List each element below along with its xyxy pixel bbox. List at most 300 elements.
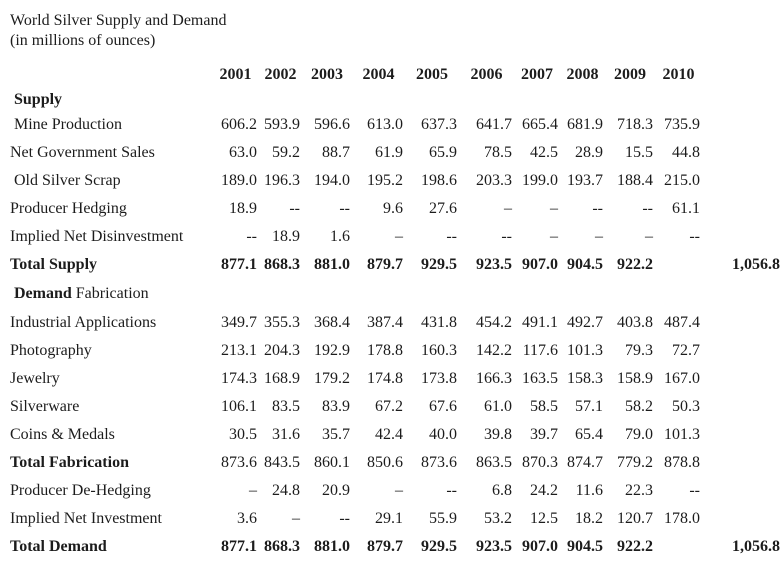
table-row: [10, 195, 702, 223]
cell-value: [212, 309, 259, 337]
table-row: [10, 449, 702, 477]
cell-value: [560, 309, 605, 337]
cell-value-text: –: [249, 482, 257, 499]
cell-value: [459, 365, 514, 393]
cell-value-text: –: [292, 510, 300, 527]
cell-value-text: 178.0: [664, 510, 700, 527]
cell-value-text: --: [501, 228, 512, 245]
cell-value-text: 101.3: [664, 426, 700, 443]
cell-value: [302, 449, 352, 477]
cell-value: [605, 139, 655, 167]
cell-value-text: 55.9: [429, 510, 457, 527]
cell-value: [605, 111, 655, 139]
cell-value: [459, 139, 514, 167]
cell-value: [560, 505, 605, 533]
cell-value: [302, 251, 352, 279]
row-label: [10, 139, 212, 167]
empty-cells: [212, 89, 702, 111]
cell-value-text: 735.9: [664, 116, 700, 133]
cell-value-text: 874.7: [567, 454, 603, 471]
cell-value-text: 40.0: [429, 426, 457, 443]
cell-value: [605, 195, 655, 223]
cell-value-text: –: [395, 482, 403, 499]
cell-value-text: 196.3: [264, 172, 300, 189]
row-label-text: Demand: [10, 285, 72, 302]
cell-value-text: 78.5: [484, 144, 512, 161]
row-label: [10, 477, 212, 505]
cell-value-text: 189.0: [221, 172, 257, 189]
cell-value-text: 606.2: [221, 116, 257, 133]
row-label: [10, 223, 212, 251]
year-header-row: [10, 61, 702, 89]
row-label: [10, 421, 212, 449]
cell-value-text: 142.2: [476, 342, 512, 359]
cell-value-text: 368.4: [314, 314, 350, 331]
cell-value-text: 718.3: [617, 116, 653, 133]
cell-value-text: –: [645, 228, 653, 245]
cell-value-text: --: [339, 510, 350, 527]
cell-value-text: 120.7: [617, 510, 653, 527]
cell-value-text: --: [689, 228, 700, 245]
cell-value: [605, 449, 655, 477]
cell-value-text: 779.2: [617, 454, 653, 471]
row-label: [10, 309, 212, 337]
cell-value: [514, 195, 560, 223]
cell-value: [212, 477, 259, 505]
cell-value: [605, 421, 655, 449]
cell-value-text: 593.9: [264, 116, 300, 133]
cell-value-text: 174.8: [367, 370, 403, 387]
cell-value: [514, 223, 560, 251]
cell-value-text: 158.3: [567, 370, 603, 387]
cell-value-text: 42.5: [530, 144, 558, 161]
cell-value-text: 403.8: [617, 314, 653, 331]
cell-value: [352, 251, 405, 279]
cell-value: [560, 139, 605, 167]
row-label: [10, 533, 212, 561]
cell-value: [212, 533, 259, 561]
cell-value-text: 28.9: [575, 144, 603, 161]
cell-value: [212, 139, 259, 167]
cell-value-text: 491.1: [522, 314, 558, 331]
cell-value-text: 868.3: [264, 538, 300, 555]
cell-value-text: 9.6: [383, 200, 403, 217]
cell-value-text: 42.4: [375, 426, 403, 443]
cell-value-text: --: [642, 200, 653, 217]
cell-value-text: 11.6: [575, 482, 603, 499]
row-label-text: Implied Net Investment: [10, 510, 162, 527]
cell-value: [352, 365, 405, 393]
year-header: 2001: [219, 66, 252, 83]
year-header: 2002: [264, 66, 297, 83]
cell-value-text: 22.3: [625, 482, 653, 499]
cell-value: [560, 477, 605, 505]
cell-value: [259, 449, 302, 477]
cell-value-text: 199.0: [522, 172, 558, 189]
cell-value: [655, 195, 702, 223]
cell-value: [655, 393, 702, 421]
cell-value-text: –: [550, 200, 558, 217]
cell-value: [352, 309, 405, 337]
cell-value: [459, 309, 514, 337]
cell-value-text: 387.4: [367, 314, 403, 331]
cell-value: [514, 421, 560, 449]
row-label-text: Coins & Medals: [10, 426, 115, 443]
cell-value: [655, 167, 702, 195]
cell-value: [459, 167, 514, 195]
cell-value-text: 492.7: [567, 314, 603, 331]
cell-value-text: 613.0: [367, 116, 403, 133]
cell-value: [605, 533, 655, 561]
cell-value: [259, 393, 302, 421]
cell-value-text: 59.2: [272, 144, 300, 161]
cell-value: [605, 393, 655, 421]
silver-supply-demand-table: [10, 61, 780, 561]
cell-value-text: 850.6: [367, 454, 403, 471]
cell-value-text: --: [592, 200, 603, 217]
cell-value-text: 83.9: [322, 398, 350, 415]
cell-value-text: 870.3: [522, 454, 558, 471]
year-header: 2006: [470, 66, 503, 83]
cell-value-text: 881.0: [314, 538, 350, 555]
cell-value-text: 106.1: [221, 398, 257, 415]
cell-value-text: 174.3: [221, 370, 257, 387]
cell-value: [259, 365, 302, 393]
cell-value: [655, 251, 780, 279]
cell-value: [259, 195, 302, 223]
cell-value: [405, 449, 459, 477]
cell-value-text: --: [246, 228, 257, 245]
cell-value: [302, 337, 352, 365]
table-row: [10, 279, 702, 309]
cell-value: [212, 337, 259, 365]
cell-value-text: 83.5: [272, 398, 300, 415]
cell-value: [405, 309, 459, 337]
cell-value: [259, 533, 302, 561]
row-label: [10, 167, 212, 195]
cell-value: [405, 195, 459, 223]
cell-value: [514, 251, 560, 279]
cell-value-text: --: [689, 482, 700, 499]
cell-value: [655, 421, 702, 449]
cell-value: [459, 337, 514, 365]
cell-value-text: –: [395, 228, 403, 245]
cell-value: [459, 251, 514, 279]
cell-value: [259, 167, 302, 195]
cell-value: [212, 111, 259, 139]
table-row: [10, 111, 702, 139]
cell-value: [655, 111, 702, 139]
cell-value-text: 1,056.8: [732, 538, 780, 555]
cell-value: [560, 393, 605, 421]
cell-value: [352, 449, 405, 477]
cell-value: [212, 449, 259, 477]
cell-value: [605, 251, 655, 279]
cell-value: [405, 505, 459, 533]
cell-value: [212, 421, 259, 449]
cell-value: [212, 393, 259, 421]
table-row: [10, 223, 702, 251]
cell-value-text: 922.2: [617, 256, 653, 273]
row-label: [10, 365, 212, 393]
cell-value: [405, 111, 459, 139]
cell-value: [655, 477, 702, 505]
cell-value-text: 843.5: [264, 454, 300, 471]
cell-value: [259, 309, 302, 337]
cell-value-text: 431.8: [421, 314, 457, 331]
row-label-text: Photography: [10, 342, 92, 359]
year-header: 2009: [614, 66, 646, 83]
cell-value: [514, 139, 560, 167]
cell-value: [459, 393, 514, 421]
cell-value-text: 65.4: [575, 426, 603, 443]
cell-value-text: 6.8: [492, 482, 512, 499]
cell-value: [560, 365, 605, 393]
cell-value-text: 863.5: [476, 454, 512, 471]
cell-value: [605, 505, 655, 533]
cell-value: [302, 195, 352, 223]
cell-value: [655, 449, 702, 477]
cell-value: [560, 533, 605, 561]
cell-value-text: 35.7: [322, 426, 350, 443]
cell-value-text: 215.0: [664, 172, 700, 189]
cell-value-text: 665.4: [522, 116, 558, 133]
cell-value: [212, 167, 259, 195]
cell-value: [405, 139, 459, 167]
cell-value-text: 58.5: [530, 398, 558, 415]
cell-value-text: 929.5: [421, 538, 457, 555]
cell-value-text: 487.4: [664, 314, 700, 331]
cell-value: [560, 337, 605, 365]
cell-value: [560, 223, 605, 251]
cell-value: [655, 365, 702, 393]
cell-value: [405, 223, 459, 251]
row-label-text: Implied Net Disinvestment: [10, 228, 184, 245]
cell-value: [302, 421, 352, 449]
year-header: 2003: [311, 66, 343, 83]
cell-value: [459, 449, 514, 477]
cell-value: [302, 167, 352, 195]
year-header: 2008: [566, 66, 599, 83]
cell-value-text: 29.1: [375, 510, 403, 527]
cell-value-text: 101.3: [567, 342, 603, 359]
cell-value: [514, 505, 560, 533]
cell-value: [352, 421, 405, 449]
cell-value-text: 877.1: [221, 538, 257, 555]
cell-value: [655, 309, 702, 337]
cell-value: [459, 533, 514, 561]
cell-value-text: 188.4: [617, 172, 653, 189]
cell-value-text: 879.7: [367, 256, 403, 273]
row-label-text: Total Fabrication: [10, 454, 129, 471]
cell-value: [560, 195, 605, 223]
cell-value-text: –: [550, 228, 558, 245]
cell-value-text: 24.2: [530, 482, 558, 499]
cell-value: [405, 477, 459, 505]
cell-value: [459, 195, 514, 223]
cell-value-text: 637.3: [421, 116, 457, 133]
cell-value-text: 79.0: [625, 426, 653, 443]
cell-value-text: 213.1: [221, 342, 257, 359]
cell-value: [259, 477, 302, 505]
cell-value: [352, 337, 405, 365]
cell-value: [259, 337, 302, 365]
year-header: 2004: [362, 66, 395, 83]
cell-value-text: 20.9: [322, 482, 350, 499]
cell-value-text: 117.6: [522, 342, 558, 359]
cell-value: [302, 309, 352, 337]
cell-value: [459, 223, 514, 251]
table-row: [10, 477, 702, 505]
row-label: [10, 393, 212, 421]
cell-value: [514, 337, 560, 365]
cell-value-text: 39.8: [484, 426, 512, 443]
cell-value-text: 50.3: [672, 398, 700, 415]
cell-value-text: 929.5: [421, 256, 457, 273]
row-label: [10, 111, 212, 139]
cell-value-text: 18.2: [575, 510, 603, 527]
row-label-text: Total Supply: [10, 256, 98, 273]
cell-value: [459, 477, 514, 505]
cell-value-text: 178.8: [367, 342, 403, 359]
year-header: 2005: [416, 66, 448, 83]
row-label-text: Producer Hedging: [10, 200, 127, 217]
cell-value-text: 61.0: [484, 398, 512, 415]
row-label-text: Total Demand: [10, 538, 107, 555]
cell-value-text: 349.7: [221, 314, 257, 331]
row-label: [10, 505, 212, 533]
row-label: [10, 89, 212, 111]
cell-value-text: 179.2: [314, 370, 350, 387]
cell-value-text: 79.3: [625, 342, 653, 359]
cell-value-text: 879.7: [367, 538, 403, 555]
cell-value-text: 67.2: [375, 398, 403, 415]
cell-value: [405, 365, 459, 393]
empty-cells: [212, 279, 702, 309]
cell-value-text: 166.3: [476, 370, 512, 387]
cell-value: [302, 139, 352, 167]
cell-value-text: 881.0: [314, 256, 350, 273]
cell-value: [655, 533, 780, 561]
row-label: [10, 337, 212, 365]
cell-value: [302, 505, 352, 533]
cell-value: [212, 223, 259, 251]
cell-value-text: 195.2: [367, 172, 403, 189]
cell-value: [514, 533, 560, 561]
cell-value: [459, 421, 514, 449]
cell-value: [259, 505, 302, 533]
cell-value-text: 24.8: [272, 482, 300, 499]
row-label-text: Industrial Applications: [10, 314, 157, 331]
cell-value: [302, 365, 352, 393]
cell-value-text: 923.5: [476, 538, 512, 555]
cell-value: [514, 365, 560, 393]
cell-value: [405, 251, 459, 279]
cell-value-text: 27.6: [429, 200, 457, 217]
cell-value-text: 63.0: [229, 144, 257, 161]
cell-value: [560, 449, 605, 477]
cell-value: [302, 477, 352, 505]
cell-value: [352, 505, 405, 533]
cell-value-text: 878.8: [664, 454, 700, 471]
cell-value: [560, 167, 605, 195]
cell-value-text: 12.5: [530, 510, 558, 527]
cell-value-text: 868.3: [264, 256, 300, 273]
cell-value: [514, 393, 560, 421]
cell-value: [655, 505, 702, 533]
cell-value: [405, 533, 459, 561]
cell-value-text: --: [289, 200, 300, 217]
document-subtitle: (in millions of ounces): [10, 32, 156, 49]
cell-value-text: 922.2: [617, 538, 653, 555]
cell-value-text: 158.9: [617, 370, 653, 387]
cell-value: [212, 505, 259, 533]
cell-value-text: 61.9: [375, 144, 403, 161]
cell-value-text: 168.9: [264, 370, 300, 387]
cell-value-text: 88.7: [322, 144, 350, 161]
cell-value: [459, 111, 514, 139]
row-label-text: Old Silver Scrap: [10, 172, 121, 189]
cell-value: [405, 337, 459, 365]
cell-value: [655, 223, 702, 251]
cell-value: [352, 223, 405, 251]
cell-value-text: 30.5: [229, 426, 257, 443]
cell-value-text: 15.5: [625, 144, 653, 161]
cell-value: [302, 533, 352, 561]
table-row: [10, 365, 702, 393]
cell-value-text: 57.1: [575, 398, 603, 415]
cell-value: [212, 365, 259, 393]
cell-value-text: 65.9: [429, 144, 457, 161]
cell-value-text: 923.5: [476, 256, 512, 273]
table-body: [10, 89, 780, 561]
cell-value: [655, 139, 702, 167]
cell-value: [605, 337, 655, 365]
cell-value: [352, 477, 405, 505]
cell-value: [352, 111, 405, 139]
cell-value: [560, 251, 605, 279]
cell-value-text: 904.5: [567, 538, 603, 555]
table-row: [10, 505, 702, 533]
cell-value: [352, 533, 405, 561]
cell-value-text: 160.3: [421, 342, 457, 359]
cell-value: [212, 195, 259, 223]
row-label: [10, 449, 212, 477]
cell-value: [459, 505, 514, 533]
cell-value-text: 641.7: [476, 116, 512, 133]
row-label: [10, 279, 212, 309]
row-label-text: Jewelry: [10, 370, 60, 387]
cell-value-text: 3.6: [237, 510, 257, 527]
table-row: [10, 421, 702, 449]
row-label-text: Silverware: [10, 398, 80, 415]
cell-value: [655, 337, 702, 365]
year-header: 2007: [521, 66, 553, 83]
cell-value-text: 193.7: [567, 172, 603, 189]
cell-value-text: 907.0: [522, 256, 558, 273]
title-block: [10, 11, 780, 51]
table-row: [10, 139, 702, 167]
table-row: [10, 309, 702, 337]
cell-value: [514, 449, 560, 477]
cell-value-text: --: [339, 200, 350, 217]
cell-value-text: 167.0: [664, 370, 700, 387]
cell-value-text: 192.9: [314, 342, 350, 359]
cell-value-text: 904.5: [567, 256, 603, 273]
cell-value: [605, 365, 655, 393]
cell-value-text: 198.6: [421, 172, 457, 189]
cell-value-text: 39.7: [530, 426, 558, 443]
